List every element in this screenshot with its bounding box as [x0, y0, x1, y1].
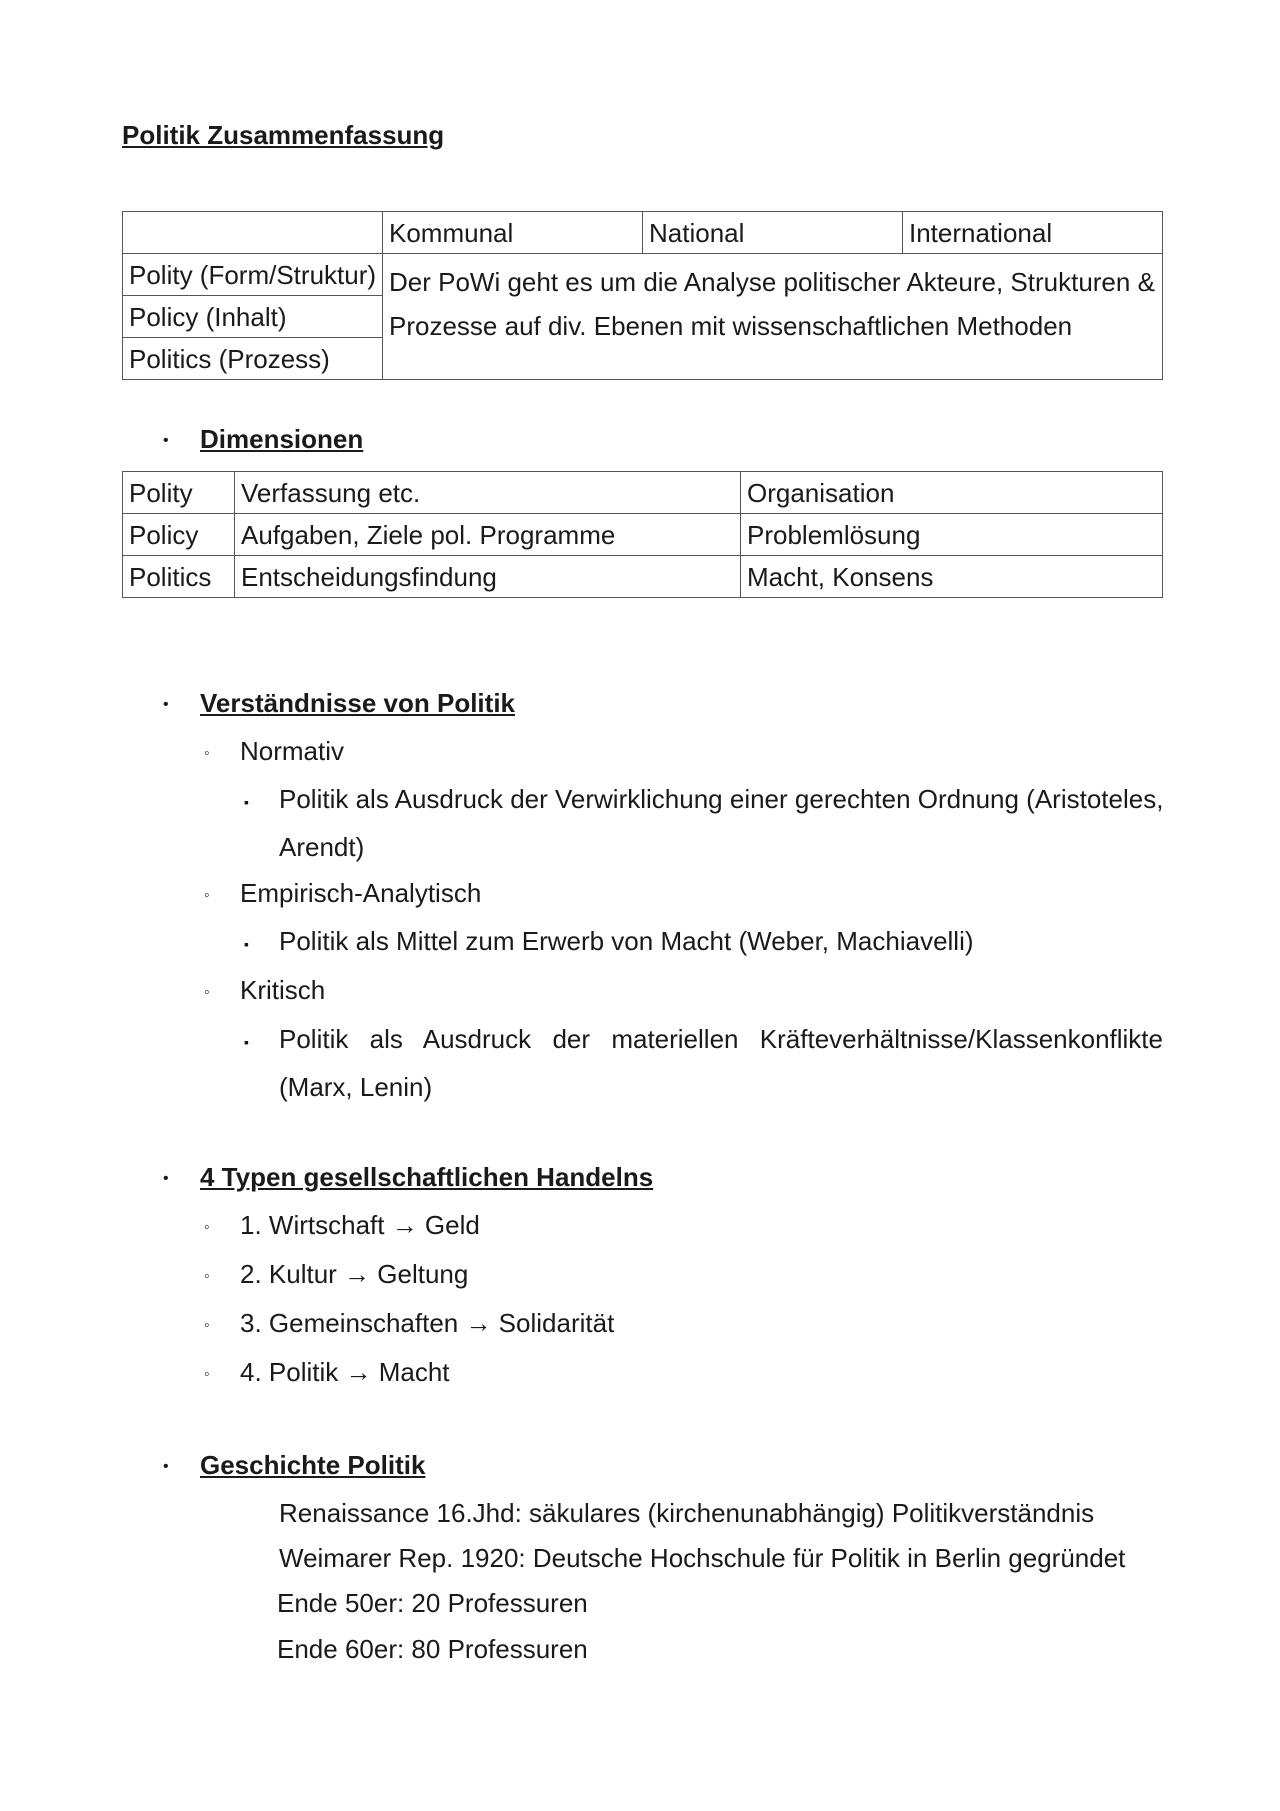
table-cell: Problemlösung — [741, 514, 1163, 556]
list-item-detail: Politik als Ausdruck der materiellen Kräfteverhältnisse/Klassenkonflikte — [279, 1024, 1163, 1054]
bullet-dot-icon: • — [163, 696, 169, 713]
table-cell: Verfassung etc. — [235, 472, 741, 514]
bullet-dot-icon: • — [163, 1170, 169, 1187]
table-cell: International — [903, 212, 1163, 254]
history-line: Weimarer Rep. 1920: Deutsche Hochschule für Politik in Berlin gegründet — [279, 1543, 1126, 1573]
table-row — [123, 556, 1163, 598]
list-item: Kritisch — [240, 975, 326, 1005]
bullet-square-icon: ▪ — [244, 936, 249, 952]
section-heading-verstaendnisse: Verständnisse von Politik — [200, 688, 515, 718]
bullet-square-icon: ▪ — [244, 1034, 249, 1050]
list-item-detail-continued: Arendt) — [279, 832, 365, 862]
table-row — [123, 472, 1163, 514]
bullet-circle-icon: ◦ — [204, 1366, 210, 1383]
merged-description-cell: Der PoWi geht es um die Analyse politischer Akteure, Strukturen & Prozesse auf div. Ebenen mit wissenschaftlichen Methoden — [383, 254, 1163, 380]
dimensionen-table — [122, 471, 1163, 598]
list-item-detail: Politik als Mittel zum Erwerb von Macht (Weber, Machiavelli) — [279, 926, 974, 956]
list-item-detail-continued: (Marx, Lenin) — [279, 1072, 433, 1102]
list-item: 3. Gemeinschaften → Solidarität — [240, 1308, 615, 1338]
bullet-circle-icon: ◦ — [204, 984, 210, 1001]
bullet-circle-icon: ◦ — [204, 887, 210, 904]
history-line: Renaissance 16.Jhd: säkulares (kirchenunabhängig) Politikverständnis — [279, 1498, 1095, 1528]
table-cell: National — [643, 212, 903, 254]
table-cell: Polity (Form/Struktur) — [123, 254, 383, 296]
table-cell: Policy — [123, 514, 235, 556]
bullet-circle-icon: ◦ — [204, 1219, 210, 1236]
bullet-square-icon: ▪ — [244, 794, 249, 810]
table-cell — [123, 212, 383, 254]
bullet-dot-icon: • — [163, 1458, 169, 1475]
bullet-circle-icon: ◦ — [204, 1268, 210, 1285]
table-cell: Politics (Prozess) — [123, 338, 383, 380]
list-item: 1. Wirtschaft → Geld — [240, 1210, 480, 1240]
table-row — [123, 514, 1163, 556]
history-line: Ende 60er: 80 Professuren — [277, 1634, 588, 1664]
section-heading-geschichte: Geschichte Politik — [200, 1450, 426, 1480]
list-item: 2. Kultur → Geltung — [240, 1259, 469, 1289]
list-item: Empirisch-Analytisch — [240, 878, 482, 908]
table-cell: Polity — [123, 472, 235, 514]
table-cell: Macht, Konsens — [741, 556, 1163, 598]
section-heading-dimensionen: Dimensionen — [200, 424, 364, 454]
page-title: Politik Zusammenfassung — [122, 120, 445, 150]
table-cell: Entscheidungsfindung — [235, 556, 741, 598]
table-cell: Politics — [123, 556, 235, 598]
bullet-circle-icon: ◦ — [204, 745, 210, 762]
list-item-detail: Politik als Ausdruck der Verwirklichung einer gerechten Ordnung (Aristoteles, — [279, 784, 1164, 814]
table-cell: Kommunal — [383, 212, 643, 254]
bullet-dot-icon: • — [163, 432, 169, 449]
list-item: Normativ — [240, 736, 345, 766]
history-line: Ende 50er: 20 Professuren — [277, 1588, 588, 1618]
bullet-circle-icon: ◦ — [204, 1317, 210, 1334]
list-item: 4. Politik → Macht — [240, 1357, 450, 1387]
table-cell: Aufgaben, Ziele pol. Programme — [235, 514, 741, 556]
table-row — [123, 254, 1163, 296]
overview-table — [122, 211, 1163, 380]
table-row — [123, 212, 1163, 254]
table-cell: Organisation — [741, 472, 1163, 514]
table-cell: Policy (Inhalt) — [123, 296, 383, 338]
section-heading-typen: 4 Typen gesellschaftlichen Handelns — [200, 1162, 654, 1192]
